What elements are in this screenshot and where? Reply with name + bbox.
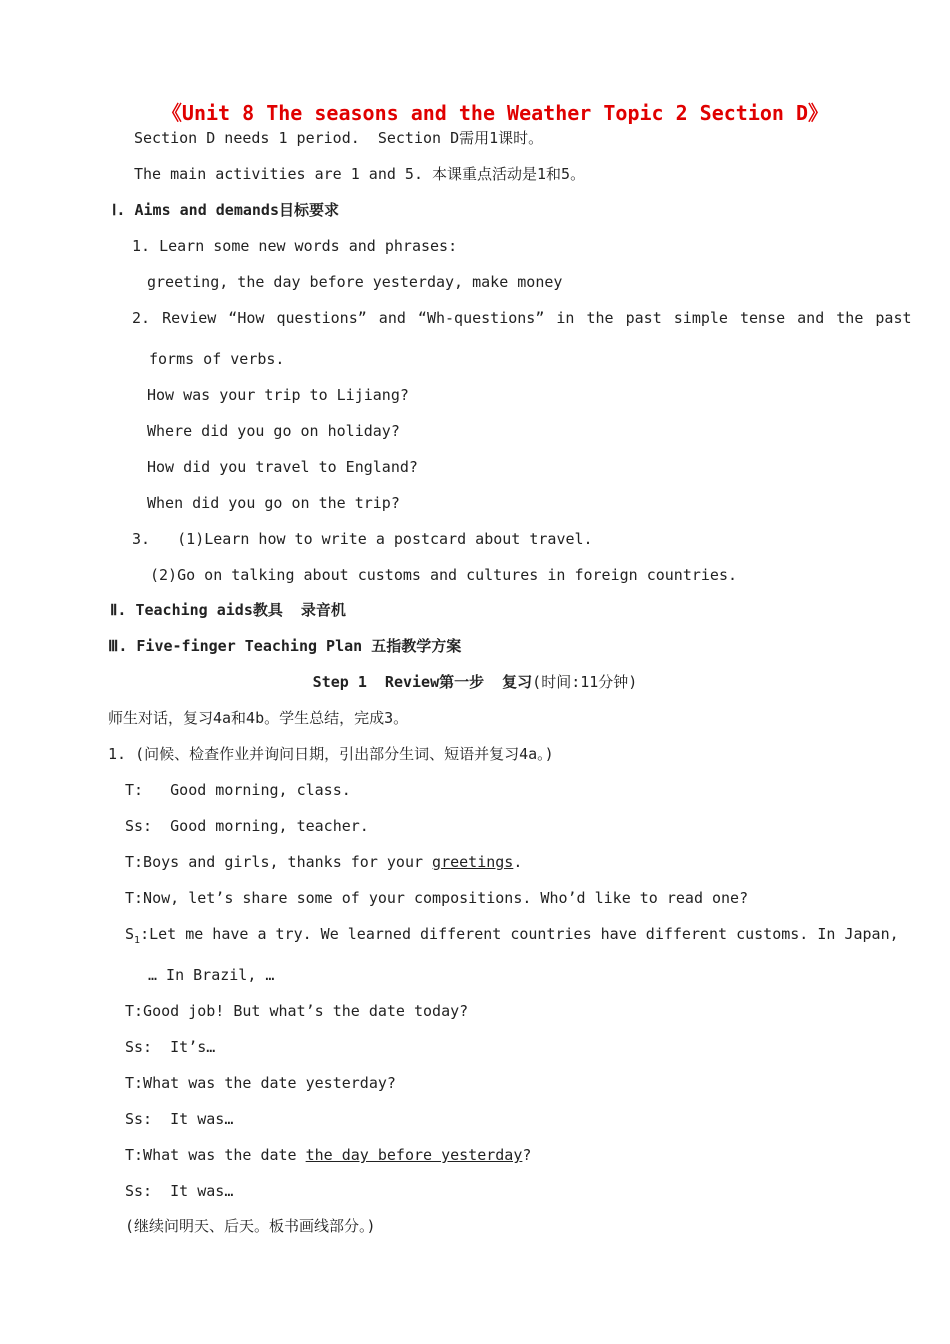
dialogue-line-4: T:Now, let’s share some of your compositions. Who’d like to read one?	[125, 889, 749, 907]
dialogue-line-5-cont: … In Brazil, …	[148, 966, 275, 984]
page-title: 《Unit 8 The seasons and the Weather Topic 2 Section D》	[161, 101, 829, 125]
intro-activities: The main activities are 1 and 5. 本课重点活动是1和5。	[134, 165, 586, 183]
step1-time: (时间:11分钟)	[532, 673, 638, 691]
step1-note-2: (继续问明天、后天。板书画线部分。)	[125, 1217, 376, 1235]
dialogue-line-3	[125, 852, 522, 872]
step1-heading: Step 1 Review第一步 复习	[312, 673, 533, 691]
step1-summary: 师生对话，复习4a和4b。学生总结，完成3。	[108, 709, 409, 727]
dialogue-line-10-text: T:What was the date	[125, 1146, 306, 1164]
intro-period: Section D needs 1 period. Section D需用1课时。	[134, 129, 544, 147]
dialogue-line-5	[125, 924, 899, 951]
underlined-day-before-yesterday: the day before yesterday	[305, 1146, 523, 1164]
speaker-subscript: 1	[134, 935, 141, 946]
dialogue-line-11: Ss: It was…	[125, 1182, 234, 1200]
question-2: Where did you go on holiday?	[147, 422, 400, 440]
plan-heading: Ⅲ. Five-finger Teaching Plan 五指教学方案	[108, 637, 462, 655]
aims-heading: Ⅰ. Aims and demands目标要求	[112, 201, 339, 219]
dialogue-line-8: T:What was the date yesterday?	[125, 1074, 396, 1092]
question-3: How did you travel to England?	[147, 458, 418, 476]
step1-heading-line	[0, 672, 950, 692]
aims-item-2: 2. Review “How questions” and “Wh-questions” in the past simple tense and the past	[132, 309, 912, 327]
dialogue-line-10	[125, 1145, 531, 1165]
teaching-aids-heading: Ⅱ. Teaching aids教具 录音机	[110, 601, 346, 619]
dialogue-line-3-text: T:Boys and girls, thanks for your	[125, 853, 433, 871]
question-1: How was your trip to Lijiang?	[147, 386, 409, 404]
dialogue-line-3-end: .	[513, 853, 523, 871]
question-4: When did you go on the trip?	[147, 494, 400, 512]
dialogue-line-6: T:Good job! But what’s the date today?	[125, 1002, 469, 1020]
aims-item-3b: (2)Go on talking about customs and cultures in foreign countries.	[150, 566, 737, 584]
dialogue-line-10-end: ?	[522, 1146, 532, 1164]
dialogue-line-5-text: :Let me have a try. We learned different countries have different customs. In Japan,	[140, 925, 899, 943]
aims-item-3: 3. (1)Learn how to write a postcard about travel.	[132, 530, 593, 548]
dialogue-line-2: Ss: Good morning, teacher.	[125, 817, 369, 835]
step1-note-1: 1. (问候、检查作业并询问日期，引出部分生词、短语并复习4a。)	[108, 745, 554, 763]
underlined-greetings: greetings	[432, 853, 514, 871]
dialogue-line-9: Ss: It was…	[125, 1110, 234, 1128]
aims-item-2-cont: forms of verbs.	[149, 350, 285, 368]
dialogue-line-7: Ss: It’s…	[125, 1038, 216, 1056]
dialogue-line-1: T: Good morning, class.	[125, 781, 351, 799]
aims-item-1-words: greeting, the day before yesterday, make money	[147, 273, 563, 291]
aims-item-1: 1. Learn some new words and phrases:	[132, 237, 458, 255]
speaker-s: S	[125, 925, 135, 943]
